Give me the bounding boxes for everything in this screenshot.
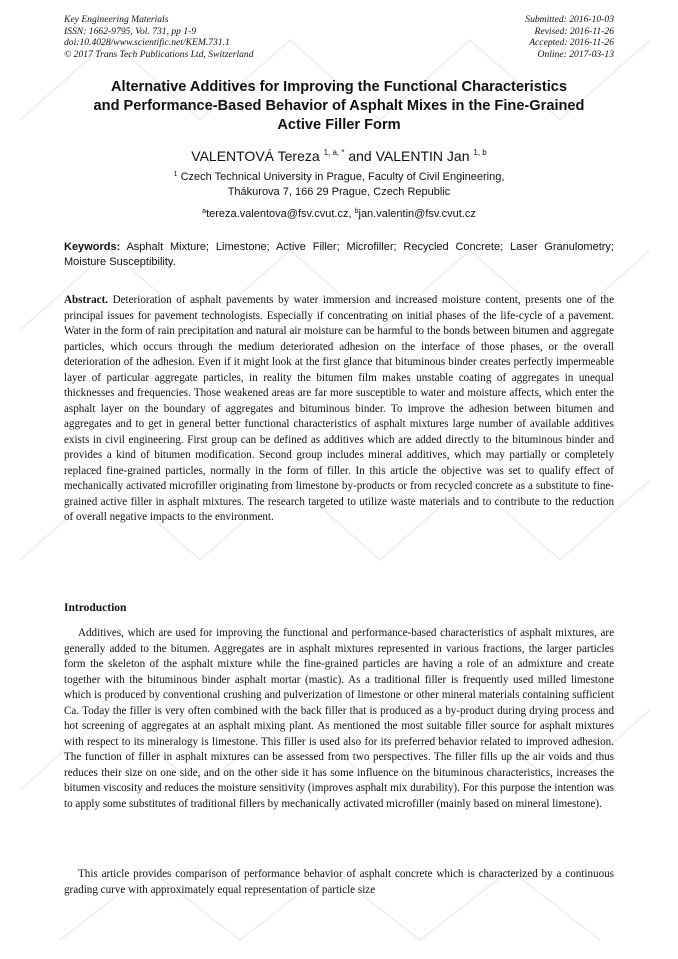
date-online: Online: 2017-03-13 <box>537 48 614 60</box>
author-list <box>40 144 638 165</box>
section-heading-introduction: Introduction <box>64 602 127 614</box>
affiliation-line: Thákurova 7, 166 29 Prague, Czech Republic <box>227 185 451 198</box>
author-emails <box>40 205 638 221</box>
affiliation-line: Czech Technical University in Prague, Faculty of Civil Engineering, <box>180 171 505 183</box>
author-email-link[interactable]: tereza.valentova@fsv.cvut.cz, <box>206 208 352 220</box>
author-affiliation-marker: 1, b <box>473 148 487 157</box>
author-affiliation-marker: 1, a, * <box>323 148 345 157</box>
publication-dates <box>525 14 614 60</box>
journal-copyright: © 2017 Trans Tech Publications Ltd, Switzerland <box>64 48 254 60</box>
affiliation <box>40 168 638 199</box>
email-marker: a <box>202 208 207 215</box>
abstract-text: Deterioration of asphalt pavements by water immersion and increased moisture content, presents one of the principal issues for pavement technologists. Especially if concentrating on initial phases of the life-cycle of a pavement. Water in the form of rain precipitation and natural air moisture can be harmful to the bonds between bitumen and aggregate particles, which occurs through the medium deteriorated adhesion on the interface of those phases, or the overall deterioration of the adhesion. Even if it might look at the first glance that bituminous binder creates perfectly impermeable layer of particular aggregate particles, in reality the bitumen film makes unstable coating of aggregates in unequal thicknesses and frequencies. Those weakened areas are far more susceptible to water and moisture affects, which enter the asphalt layer on the boundary of aggregates and bituminous binder. To improve the adhesion between bitumen and aggregates and to get in general better functional characteristics of asphalt mixtures large number of available additives exists in civil engineering. First group can be defined as additives which are added directly to the bituminous binder and provides a kind of bitumen modification. Second group includes mineral additives, which may partially or completely replaced fine-grained particles, normally in the form of filler. In this article the objective was set to qualify effect of mechanically activated microfiller originating from limestone by-products or from recycled concrete as a substitute to fine-grained active filler in asphalt mixtures. The research targeted to utilize waste materials and to contribute to the reduction of overall negative impacts to the environment. <box>64 294 614 523</box>
title-line: Active Filler Form <box>277 117 401 133</box>
author-conjunction: and <box>348 148 372 164</box>
paper-title <box>50 78 628 135</box>
abstract <box>64 293 614 526</box>
date-accepted: Accepted: 2016-11-26 <box>529 37 614 49</box>
journal-name: Key Engineering Materials <box>64 14 169 25</box>
keywords-text: Asphalt Mixture; Limestone; Active Filler; Microfiller; Recycled Concrete; Laser Granulometry; Moisture Susceptibility. <box>64 241 614 268</box>
intro-paragraph: This article provides comparison of performance behavior of asphalt concrete which is characterized by a continuous grading curve with approximately equal representation of particle size <box>64 868 614 896</box>
journal-doi: doi:10.4028/www.scientific.net/KEM.731.1 <box>64 37 230 49</box>
keywords <box>64 240 614 270</box>
intro-paragraph: Additives, which are used for improving the functional and performance-based characteristics of asphalt mixtures, are generally added to the bitumen. Aggregates are in asphalt mixtures represented in various fractions, the larger particles form the skeleton of the asphalt mixture while the fine-grained particles are having a role of an admixture and create together with the bituminous binder asphalt mortar (mastic). As a traditional filler is frequently used milled limestone which is produced by conventional crushing and pulverization of limestone or other mineral materials containing sufficient Ca. Today the filler is very often combined with the back filler that is produced as a by-product during drying process and hot screening of aggregates at an asphalt mixing plant. As mentioned the most suitable filler source for asphalt mixtures with respect to its mineralogy is limestone. This filler is used also for its preferred behavior related to improved adhesion. The function of filler in asphalt mixtures can be assessed from two perspectives. The filler fills up the air voids and thus reduces their size on one side, and on the other side it has some influence on the bituminous characteristics, increases the bitumen viscosity and reduces the moisture sensitivity (improves asphalt mix durability). For this purpose the intention was to apply some substitutes of traditional fillers by mechanically activated microfiller (mainly based on mineral limestone). <box>64 627 614 810</box>
title-line: Alternative Additives for Improving the Functional Characteristics <box>110 79 567 95</box>
date-revised: Revised: 2016-11-26 <box>534 25 614 37</box>
abstract-label: Abstract. <box>64 294 109 306</box>
affiliation-marker: 1 <box>173 171 178 178</box>
email-marker: b <box>354 208 359 215</box>
date-submitted: Submitted: 2016-10-03 <box>525 14 614 25</box>
author-email-link[interactable]: jan.valentin@fsv.cvut.cz <box>358 208 476 220</box>
title-line: and Performance-Based Behavior of Asphalt Mixes in the Fine-Grained <box>93 98 585 114</box>
author-name: VALENTIN Jan <box>375 148 470 164</box>
journal-issn: ISSN: 1662-9795, Vol. 731, pp 1-9 <box>64 25 197 37</box>
author-name: VALENTOVÁ Tereza <box>191 148 320 164</box>
journal-metadata <box>64 14 254 60</box>
keywords-label: Keywords: <box>64 241 121 253</box>
